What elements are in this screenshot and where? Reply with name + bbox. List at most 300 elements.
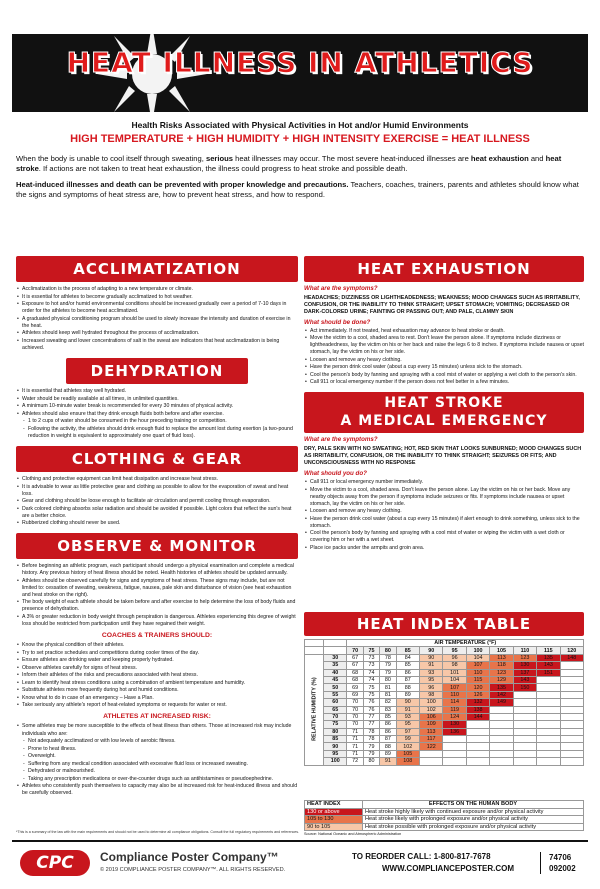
list-item: • Observe athletes carefully for signs of heat stress. — [22, 665, 298, 672]
list-item: • Water should be readily available at all times, in unlimited quantities. — [22, 396, 298, 403]
heat-index-cell: 107 — [466, 662, 489, 669]
list-item: • Act immediately. If not treated, heat exhaustion may advance to heat stroke or death. — [310, 328, 584, 335]
table-row — [305, 728, 584, 735]
heat-index-cell — [560, 676, 583, 683]
list-item: • Cool the person's body by fanning and spraying with a cool mist of water or applying a wet cloth to the person's skin. — [310, 372, 584, 379]
heat-index-cell: 144 — [466, 713, 489, 720]
list-item: - Not adequately acclimatized or with low levels of aerobic fitness. — [22, 738, 298, 745]
heat-index-cell: 135 — [490, 684, 513, 691]
list-item: • Try to set practice schedules and competitions during cooler times of the day. — [22, 650, 298, 657]
heat-stroke-heading — [304, 392, 584, 433]
list-item: • Ensure athletes are drinking water and keeping properly hydrated. — [22, 657, 298, 664]
list-item: • Gear and clothing should be loose enough to facilitate air circulation and permit cooling through evaporation. — [22, 498, 298, 505]
heat-index-cell: 135 — [537, 654, 560, 661]
heat-index-cell — [466, 721, 489, 728]
heat-index-cell: 89 — [380, 750, 396, 757]
heat-index-cell: 95 — [420, 676, 443, 683]
heat-index-cell — [537, 706, 560, 713]
heat-index-cell — [490, 758, 513, 765]
poster — [12, 34, 588, 886]
heat-index-cell — [513, 706, 536, 713]
heat-index-cell: 149 — [490, 699, 513, 706]
heat-index-cell: 110 — [443, 691, 466, 698]
heat-index-cell — [466, 743, 489, 750]
heat-index-cell: 84 — [396, 654, 419, 661]
list-item: • Move the victim to a cool, shaded area. Don't leave the person alone. Lay the victim on his or her back. Move any nearby objects away from the person if symptoms include seizures or fits. If symptoms include nausea or upset stomach, lay the victim on his or her side. — [310, 487, 584, 508]
list-item: • Cool the person's body by fanning and spraying with a cool mist of water or wiping the victim with a wet cloth or covering him or her with a wet sheet. — [310, 530, 584, 544]
heat-index-cell — [537, 743, 560, 750]
heat-index-cell: 86 — [396, 669, 419, 676]
heat-index-cell — [560, 706, 583, 713]
heat-index-cell — [560, 743, 583, 750]
stroke-symptoms: DRY, PALE SKIN WITH NO SWEATING; HOT, RED SKIN THAT LOOKS SUNBURNED; MOOD CHANGES SUCH AS IRRITABILITY, CONFUSION, OR THE INABILITY TO THINK STRAIGHT; SEIZURES OR FITS; AND UNCONSCIOUSNESS WITH NO RESPONSE — [304, 445, 582, 467]
heat-index-cell — [490, 728, 513, 735]
right-column — [304, 256, 584, 552]
heat-index-cell — [513, 699, 536, 706]
heat-index-cell — [560, 669, 583, 676]
acclimatization-heading: ACCLIMATIZATION — [16, 256, 298, 282]
heat-index-cell — [490, 750, 513, 757]
heat-index-cell — [513, 721, 536, 728]
legend-header-cell: HEAT INDEX — [305, 801, 363, 809]
stroke-action-question: What should you do? — [304, 469, 367, 477]
heat-illness-equation: HIGH TEMPERATURE + HIGH HUMIDITY + HIGH INTENSITY EXERCISE = HEAT ILLNESS — [70, 133, 530, 145]
heat-index-cell: 91 — [420, 662, 443, 669]
list-item: - Dehydrated or malnourished. — [22, 768, 298, 775]
heat-index-heading: HEAT INDEX TABLE — [304, 612, 584, 636]
heat-index-cell: 85 — [396, 662, 419, 669]
corner-cell — [324, 640, 347, 647]
list-item: • It is essential that athletes stay well hydrated. — [22, 388, 298, 395]
list-item: • Before beginning an athletic program, each participant should undergo a physical examination and complete a medical history. Any previous history of heat illness should be noted. Health histories of athletes should be updated annually. — [22, 563, 298, 577]
heat-index-cell: 117 — [420, 736, 443, 743]
heat-index-cell: 86 — [380, 721, 396, 728]
heat-index-cell: 79 — [363, 750, 379, 757]
table-row — [305, 750, 584, 757]
heat-index-cell: 83 — [380, 706, 396, 713]
list-item: • Substitute athletes more frequently during hot and humid conditions. — [22, 687, 298, 694]
heat-index-cell — [420, 758, 443, 765]
heat-index-cell: 100 — [420, 699, 443, 706]
heat-index-cell: 96 — [443, 654, 466, 661]
heat-index-cell: 113 — [420, 728, 443, 735]
heat-index-cell: 73 — [363, 662, 379, 669]
heat-index-cell — [537, 676, 560, 683]
heat-index-cell: 81 — [380, 684, 396, 691]
reorder-phone: TO REORDER CALL: 1-800-817-7678 — [352, 852, 491, 861]
heat-index-cell — [560, 758, 583, 765]
heat-index-cell: 87 — [396, 676, 419, 683]
heat-index-cell: 96 — [420, 684, 443, 691]
heat-index-cell: 130 — [443, 721, 466, 728]
table-row — [305, 691, 584, 698]
temp-header-cell: 80 — [380, 647, 396, 654]
list-item: • Some athletes may be more susceptible to the effects of heat illness than others. Those at increased risk may include individuals who are: — [22, 723, 298, 737]
copyright: © 2019 COMPLIANCE POSTER COMPANY™. ALL RIGHTS RESERVED. — [100, 867, 286, 873]
heat-index-cell: 120 — [466, 684, 489, 691]
heat-index-cell: 113 — [490, 654, 513, 661]
heat-index-cell: 102 — [420, 706, 443, 713]
product-code — [540, 852, 576, 874]
list-item: • Know what to do in case of an emergency – Have a Plan. — [22, 695, 298, 702]
heat-index-cell — [443, 743, 466, 750]
heat-index-cell — [537, 736, 560, 743]
heat-index-cell — [420, 750, 443, 757]
table-row — [305, 706, 584, 713]
legend-effect-cell: Heat stroke possible with prolonged exposure and/or physical activity — [363, 823, 584, 831]
heat-index-cell: 89 — [396, 691, 419, 698]
heat-index-cell: 69 — [347, 691, 363, 698]
legend-effect-cell: Heat stroke highly likely with continued exposure and/or physical activity — [363, 808, 584, 816]
observe-monitor-heading: OBSERVE & MONITOR — [16, 533, 298, 559]
heat-index-cell: 78 — [363, 728, 379, 735]
heat-index-cell — [466, 736, 489, 743]
heat-index-cell — [560, 684, 583, 691]
temp-header-cell: 110 — [513, 647, 536, 654]
heat-index-cell: 109 — [420, 721, 443, 728]
heat-index-cell: 75 — [363, 684, 379, 691]
heat-index-cell: 123 — [490, 669, 513, 676]
air-temp-label: AIR TEMPERATURE (°F) — [347, 640, 584, 647]
heat-index-cell: 91 — [396, 706, 419, 713]
company-logo: CPC — [20, 850, 90, 876]
heat-index-cell: 74 — [363, 669, 379, 676]
heat-index-cell — [490, 721, 513, 728]
heat-index-cell: 86 — [380, 728, 396, 735]
list-item: • Athletes should keep well hydrated throughout the process of acclimatization. — [22, 330, 298, 337]
heat-index-cell: 71 — [347, 736, 363, 743]
heat-index-cell: 150 — [513, 684, 536, 691]
clothing-gear-heading: CLOTHING & GEAR — [16, 446, 298, 472]
legend-table — [304, 800, 584, 831]
intro-paragraph-1: When the body is unable to cool itself through sweating, serious heat illnesses may occur. The most severe heat-induced illnesses are heat exhaustion and heat stroke. If actions are not taken to treat heat exhaustion, the illness could progress to heat stroke and possible death. — [16, 154, 562, 173]
heat-index-cell — [537, 728, 560, 735]
medical-emergency-title: A MEDICAL EMERGENCY — [340, 412, 548, 429]
footer — [12, 840, 588, 886]
heat-index-cell: 79 — [363, 743, 379, 750]
heat-index-cell: 71 — [347, 728, 363, 735]
heat-index-cell: 136 — [443, 728, 466, 735]
heat-index-cell: 151 — [537, 669, 560, 676]
heat-index-cell — [443, 758, 466, 765]
heat-index-cell: 77 — [363, 721, 379, 728]
heat-index-cell — [513, 750, 536, 757]
table-row — [305, 699, 584, 706]
heat-index-cell — [537, 750, 560, 757]
humidity-cell: 95 — [324, 750, 347, 757]
heat-index-cell: 78 — [363, 736, 379, 743]
heat-index-cell: 138 — [466, 706, 489, 713]
list-item: • A 3% or greater reduction in body weight through perspiration is dangerous. Athletes experiencing this degree of weight loss should be restricted from participation until they have regained their weight. — [22, 614, 298, 628]
heat-index-cell: 114 — [443, 699, 466, 706]
list-item: • Call 911 or local emergency number if the person does not feel better in a few minutes. — [310, 379, 584, 386]
heat-index-cell: 107 — [443, 684, 466, 691]
humidity-cell: 85 — [324, 736, 347, 743]
increased-risk-heading: ATHLETES AT INCREASED RISK: — [103, 713, 211, 721]
humidity-cell: 30 — [324, 654, 347, 661]
stroke-action-list — [304, 479, 584, 552]
poster-subtitle: Health Risks Associated with Physical Activities in Hot and/or Humid Environments — [131, 120, 469, 130]
temp-header-cell: 85 — [396, 647, 419, 654]
legend-row — [305, 808, 584, 816]
list-item: • Have the person drink cool water (about a cup every 15 minutes) unless sick to the stomach. — [310, 364, 584, 371]
heat-index-cell: 70 — [347, 706, 363, 713]
heat-index-cell: 110 — [466, 669, 489, 676]
exhaustion-symptoms-question: What are the symptoms? — [304, 285, 378, 293]
list-item: - Following the activity, the athletes should drink enough fluid to replace the amount lost during exertion (a two-pound reduction in weight is equivalent to approximately one quart of fluid loss). — [22, 426, 298, 440]
heat-index-cell: 70 — [347, 699, 363, 706]
company-name: Compliance Poster Company™ — [100, 850, 279, 864]
heat-index-cell — [490, 713, 513, 720]
temp-header-cell: 75 — [363, 647, 379, 654]
temp-header-cell: 70 — [347, 647, 363, 654]
heat-index-cell: 73 — [363, 654, 379, 661]
heat-index-cell — [466, 750, 489, 757]
heat-index-cell: 104 — [443, 676, 466, 683]
list-item: • Athletes should also ensure that they drink enough fluids both before and after exercise. — [22, 411, 298, 418]
legend-row — [305, 816, 584, 824]
legend-body — [305, 801, 584, 831]
humidity-cell: 65 — [324, 706, 347, 713]
temp-header-cell: 90 — [420, 647, 443, 654]
heat-index-cell: 79 — [380, 669, 396, 676]
temp-header-cell: 105 — [490, 647, 513, 654]
list-item: • Inform their athletes of the risks and precautions associated with heat stress. — [22, 672, 298, 679]
heat-index-cell — [537, 699, 560, 706]
list-item: • Rubberized clothing should never be used. — [22, 520, 298, 527]
table-row — [305, 676, 584, 683]
heat-index-cell: 85 — [380, 713, 396, 720]
exhaustion-symptoms: HEADACHES; DIZZINESS OR LIGHTHEADEDNESS; WEAKNESS; MOOD CHANGES SUCH AS IRRITABILITY, CONFUSION, OR THE INABILITY TO THINK STRAIGHT; UPSET STOMACH; VOMITING; DECREASED OR DARK-COLORED URINE; FAINTING OR PASSING OUT; AND PALE, CLAMMY SKIN — [304, 294, 580, 316]
heat-index-cell — [560, 691, 583, 698]
acclimatization-list — [16, 286, 298, 352]
list-item: • A graduated physical conditioning program should be used to slowly increase the intensity and duration of exercise in the heat. — [22, 316, 298, 330]
dehydration-heading: DEHYDRATION — [66, 358, 248, 384]
heat-index-cell: 79 — [380, 662, 396, 669]
heat-index-cell: 81 — [380, 691, 396, 698]
humidity-cell: 80 — [324, 728, 347, 735]
heat-index-cell: 72 — [347, 758, 363, 765]
heat-index-cell — [466, 728, 489, 735]
list-item: • Know the physical condition of their athletes. — [22, 642, 298, 649]
list-item: • Exposure to hot and/or humid environmental conditions should be increased gradually over a period of 7-10 days in order for the athletes to become heat acclimatized. — [22, 301, 298, 315]
heat-index-cell: 101 — [443, 669, 466, 676]
heat-index-cell: 80 — [380, 676, 396, 683]
heat-index-cell — [443, 736, 466, 743]
legend-header-cell: EFFECTS ON THE HUMAN BODY — [363, 801, 584, 809]
humidity-cell: 45 — [324, 676, 347, 683]
intro-text — [16, 154, 584, 205]
heat-stroke-title: HEAT STROKE — [384, 395, 504, 412]
heat-index-cell: 67 — [347, 654, 363, 661]
heat-index-cell: 80 — [363, 758, 379, 765]
intro-paragraph-2: Heat-induced illnesses and death can be prevented with proper knowledge and precautions. Teachers, coaches, trainers, parents and athletes should know what the signs and symptoms of heat stress are, how to prevent heat stress, and how to respond. — [16, 179, 579, 199]
heat-index-cell: 70 — [347, 721, 363, 728]
stroke-symptoms-question: What are the symptoms? — [304, 436, 378, 444]
heat-index-cell: 115 — [466, 676, 489, 683]
list-item: • A minimum 10-minute water break is recommended for every 30 minutes of physical activity. — [22, 403, 298, 410]
list-item: • The body weight of each athlete should be taken before and after exercise to help determine the loss of body fluids and presence of dehydration. — [22, 599, 298, 613]
heat-index-cell: 104 — [466, 654, 489, 661]
heat-index-cell — [513, 743, 536, 750]
heat-index-cell: 93 — [420, 669, 443, 676]
list-item: - 1 to 2 cups of water should be consumed in the hour preceding training or competition. — [22, 418, 298, 425]
heat-index-cell: 108 — [396, 758, 419, 765]
heat-index-cell: 75 — [363, 691, 379, 698]
legend-range-cell: 105 to 130 — [305, 816, 363, 824]
heat-index-cell: 148 — [560, 654, 583, 661]
heat-index-cell: 77 — [363, 713, 379, 720]
heat-index-cell: 87 — [380, 736, 396, 743]
heat-index-cell: 67 — [347, 662, 363, 669]
heat-index-cell — [513, 758, 536, 765]
table-row — [305, 684, 584, 691]
temp-header-cell: 120 — [560, 647, 583, 654]
table-row — [305, 662, 584, 669]
corner-cell — [324, 647, 347, 654]
heat-index-cell: 90 — [396, 699, 419, 706]
heat-index-cell — [490, 706, 513, 713]
heat-index-cell: 129 — [490, 676, 513, 683]
heat-index-cell: 130 — [513, 662, 536, 669]
list-item: - Suffering from any medical condition associated with excessive fluid loss or increased sweating. — [22, 761, 298, 768]
list-item: • Clothing and protective equipment can limit heat dissipation and increase heat stress. — [22, 476, 298, 483]
exhaustion-action-list — [304, 328, 584, 387]
heat-index-cell — [537, 721, 560, 728]
list-item: - Prone to heat illness. — [22, 746, 298, 753]
list-item: - Taking any prescription medications or over-the-counter drugs such as antihistamines or pseudoephedrine. — [22, 776, 298, 783]
heat-index-cell: 70 — [347, 713, 363, 720]
footnote: *This is a summary of the law with the main requirements and should not be used to determine all compliance obligations. Consult the full regulatory requirements and references. — [16, 830, 300, 834]
legend-range-cell: 130 or above — [305, 808, 363, 816]
coaches-list — [16, 642, 298, 709]
heat-index-cell — [560, 728, 583, 735]
heat-index-cell — [513, 728, 536, 735]
heat-index-cell: 71 — [347, 750, 363, 757]
heat-index-cell — [560, 713, 583, 720]
heat-index-cell — [490, 736, 513, 743]
heat-index-cell: 122 — [420, 743, 443, 750]
heat-index-body — [305, 640, 584, 766]
legend-effect-cell: Heat stroke likely with prolonged exposure and/or physical activity — [363, 816, 584, 824]
observe-monitor-list — [16, 563, 298, 628]
humidity-cell: 35 — [324, 662, 347, 669]
humidity-cell: 100 — [324, 758, 347, 765]
heat-index-cell: 143 — [537, 662, 560, 669]
list-item: - Overweight. — [22, 753, 298, 760]
list-item: • Athletes should be observed carefully for signs and symptoms of heat stress. These signs may include, but are not limited to: cessation of sweating, weakness, fatigue, nausea, pale skin and disturbance of vision (see heat exhaustion and heat stroke on the right). — [22, 578, 298, 599]
table-row — [305, 721, 584, 728]
heat-index-cell: 90 — [420, 654, 443, 661]
legend-range-cell: 90 to 105 — [305, 823, 363, 831]
table-row — [305, 758, 584, 765]
legend-header-row — [305, 801, 584, 809]
heat-index-cell — [490, 743, 513, 750]
heat-index-cell: 98 — [443, 662, 466, 669]
table-row — [305, 713, 584, 720]
table-row — [305, 669, 584, 676]
left-column — [16, 256, 298, 798]
corner-cell — [305, 640, 324, 647]
list-item: • Have the person drink cool water (about a cup every 15 minutes) if alert enough to drink something, unless sick to the stomach. — [310, 516, 584, 530]
website-link[interactable]: WWW.COMPLIANCEPOSTER.COM — [382, 864, 514, 873]
heat-index-cell: 88 — [396, 684, 419, 691]
heat-index-cell — [537, 684, 560, 691]
list-item: • Increased sweating and lower concentrations of salt in the sweat are indicators that heat acclimatization is being achieved. — [22, 338, 298, 352]
list-item: • Move the victim to a cool, shaded area to rest. Don't leave the person alone. If symptoms include dizziness or lightheadedness, lay the victim on his or her back and raise the legs 6 to 8 inches. If symptoms include nausea or upset stomach, lay the victim on his or her side. — [310, 335, 584, 356]
list-item: • It is essential for athletes to become gradually acclimatized to hot weather. — [22, 294, 298, 301]
heat-index-cell: 118 — [490, 662, 513, 669]
temp-label-row — [305, 640, 584, 647]
heat-index-cell: 82 — [380, 699, 396, 706]
list-item: • Take seriously any athlete's report of heat-related symptoms or requests for water or rest. — [22, 702, 298, 709]
heat-index-cell: 68 — [347, 676, 363, 683]
increased-risk-list — [16, 723, 298, 797]
heat-exhaustion-heading: HEAT EXHAUSTION — [304, 256, 584, 282]
humidity-cell: 90 — [324, 743, 347, 750]
heat-index-table — [304, 639, 584, 766]
heat-index-section — [304, 612, 584, 766]
heat-index-cell: 102 — [396, 743, 419, 750]
list-item: • It is advisable to wear as little protective gear and clothing as possible to allow for the evaporation of sweat and heat loss. — [22, 484, 298, 498]
heat-index-cell: 123 — [513, 654, 536, 661]
heat-index-cell: 137 — [513, 669, 536, 676]
heat-index-cell: 119 — [443, 706, 466, 713]
heat-index-cell: 76 — [363, 706, 379, 713]
table-row — [305, 743, 584, 750]
heat-index-cell: 143 — [513, 676, 536, 683]
heat-index-cell: 91 — [380, 758, 396, 765]
list-item: • Call 911 or local emergency number immediately. — [310, 479, 584, 486]
heat-index-cell — [513, 713, 536, 720]
humidity-cell: 55 — [324, 691, 347, 698]
heat-index-cell: 78 — [380, 654, 396, 661]
heat-index-cell: 132 — [466, 699, 489, 706]
heat-index-cell — [513, 736, 536, 743]
product-code-number: 74706 — [549, 853, 572, 862]
heat-index-cell — [537, 713, 560, 720]
list-item: • Place ice packs under the armpits and groin area. — [310, 545, 584, 552]
humidity-cell: 40 — [324, 669, 347, 676]
heat-index-cell: 142 — [490, 691, 513, 698]
temp-header-cell: 95 — [443, 647, 466, 654]
humidity-cell: 50 — [324, 684, 347, 691]
heat-index-cell: 74 — [363, 676, 379, 683]
list-item: • Loosen and remove any heavy clothing. — [310, 508, 584, 515]
dehydration-list — [16, 388, 298, 440]
heat-index-cell — [560, 750, 583, 757]
heat-index-cell — [560, 699, 583, 706]
heat-index-cell — [537, 691, 560, 698]
temp-header-cell: 115 — [537, 647, 560, 654]
heat-index-cell: 93 — [396, 713, 419, 720]
humidity-label: RELATIVE HUMIDITY (%) — [305, 654, 324, 765]
table-row — [305, 736, 584, 743]
heat-index-cell — [560, 721, 583, 728]
table-row — [305, 654, 584, 661]
heat-index-cell: 98 — [420, 691, 443, 698]
heat-index-cell — [513, 691, 536, 698]
heat-index-cell — [560, 736, 583, 743]
heat-index-cell: 105 — [396, 750, 419, 757]
exhaustion-action-question: What should be done? — [304, 318, 371, 326]
poster-title: HEAT ILLNESS IN ATHLETICS — [66, 46, 534, 79]
humidity-cell: 75 — [324, 721, 347, 728]
heat-index-source: Source: National Oceanic and Atmospheric Administration — [304, 832, 402, 837]
temp-header-cell: 100 — [466, 647, 489, 654]
temp-header-row — [305, 647, 584, 654]
list-item: • Athletes who consistently push themselves to capacity may also be at increased risk for heat-induced illness and should be carefully observed. — [22, 783, 298, 797]
